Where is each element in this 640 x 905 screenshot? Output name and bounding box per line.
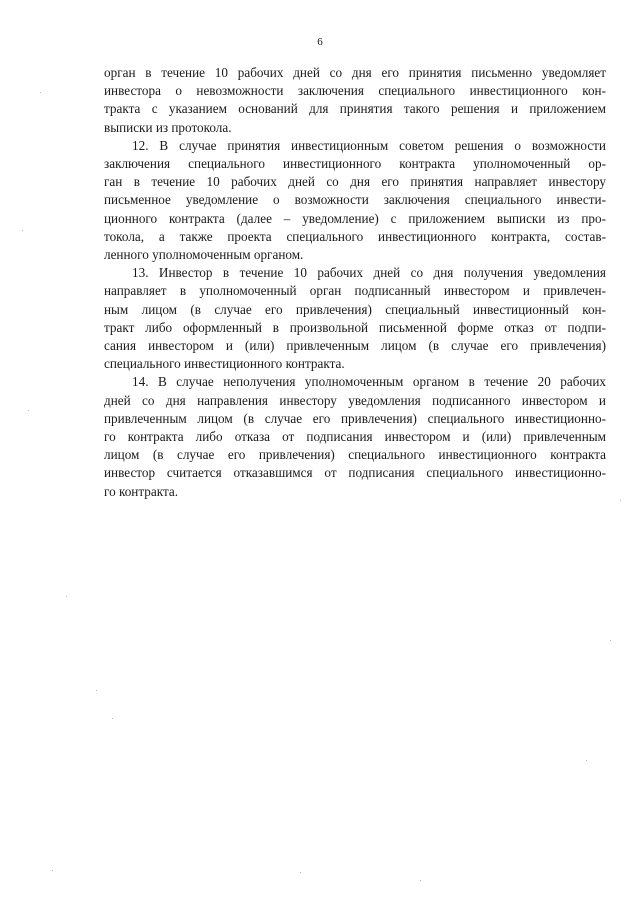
scan-speck (420, 880, 421, 881)
text-line: го контракта либо отказа от подписания инвестором и (или) привлеченным (104, 429, 606, 445)
text-line: привлеченным лицом (в случае его привлечения) специального инвестиционно- (104, 410, 606, 426)
text-line: специального инвестиционного контракта. (104, 356, 345, 372)
text-line: орган в течение 10 рабочих дней со дня его принятия письменно уведомляет (104, 65, 606, 80)
text-line: выписки из протокола. (104, 119, 232, 135)
text-line: тракта с указанием оснований для принятия такого решения и приложением (104, 101, 606, 117)
scan-speck (586, 760, 587, 761)
scan-speck (300, 872, 301, 873)
paragraph-14 (104, 373, 606, 500)
text-line: тракт либо оформленный в произвольной письменной форме отказ от подпи- (104, 319, 606, 335)
paragraph-12 (104, 137, 606, 264)
scan-speck (22, 230, 23, 231)
paragraph-continuation (104, 64, 606, 137)
scan-speck (52, 870, 53, 871)
text-line: ционного контракта (далее – уведомление) с приложением выписки из про- (104, 210, 606, 226)
scan-speck (112, 718, 113, 719)
text-line: лицом (в случае его привлечения) специального инвестиционного контракта (104, 447, 606, 463)
document-body (104, 64, 606, 501)
scan-speck (620, 500, 621, 501)
text-line: 14. В случае неполучения уполномоченным органом в течение 20 рабочих (132, 374, 606, 390)
text-line: дней со дня направления инвестору уведомления подписанного инвестором и (104, 392, 606, 408)
text-line: сания инвестором и (или) привлеченным лицом (в случае его привлечения) (104, 338, 606, 354)
text-line: инвестора о невозможности заключения специального инвестиционного кон- (104, 83, 606, 99)
text-line: инвестор считается отказавшимся от подписания специального инвестиционно- (104, 465, 606, 481)
scan-speck (28, 410, 29, 411)
text-line: ган в течение 10 рабочих дней со дня его принятия направляет инвестору (104, 174, 606, 190)
scan-speck (66, 596, 67, 597)
text-line: го контракта. (104, 483, 179, 499)
text-line: ленного уполномоченным органом. (104, 247, 304, 263)
text-line: токола, а также проекта специального инвестиционного контракта, состав- (104, 228, 606, 244)
text-line: ным лицом (в случае его привлечения) специальный инвестиционный кон- (104, 301, 606, 317)
text-line: направляет в уполномоченный орган подписанный инвестором и привлечен- (104, 283, 606, 299)
scan-speck (40, 92, 41, 93)
paragraph-13 (104, 264, 606, 373)
text-line: 13. Инвестор в течение 10 рабочих дней со дня получения уведомления (132, 265, 606, 281)
text-line: письменное уведомление о возможности заключения специального инвести- (104, 192, 606, 208)
scan-speck (96, 690, 97, 691)
text-line: 12. В случае принятия инвестиционным советом решения о возможности (132, 137, 606, 153)
page-number: 6 (317, 36, 323, 48)
text-line: заключения специального инвестиционного контракта уполномоченный ор- (104, 156, 606, 172)
scan-speck (610, 640, 611, 641)
